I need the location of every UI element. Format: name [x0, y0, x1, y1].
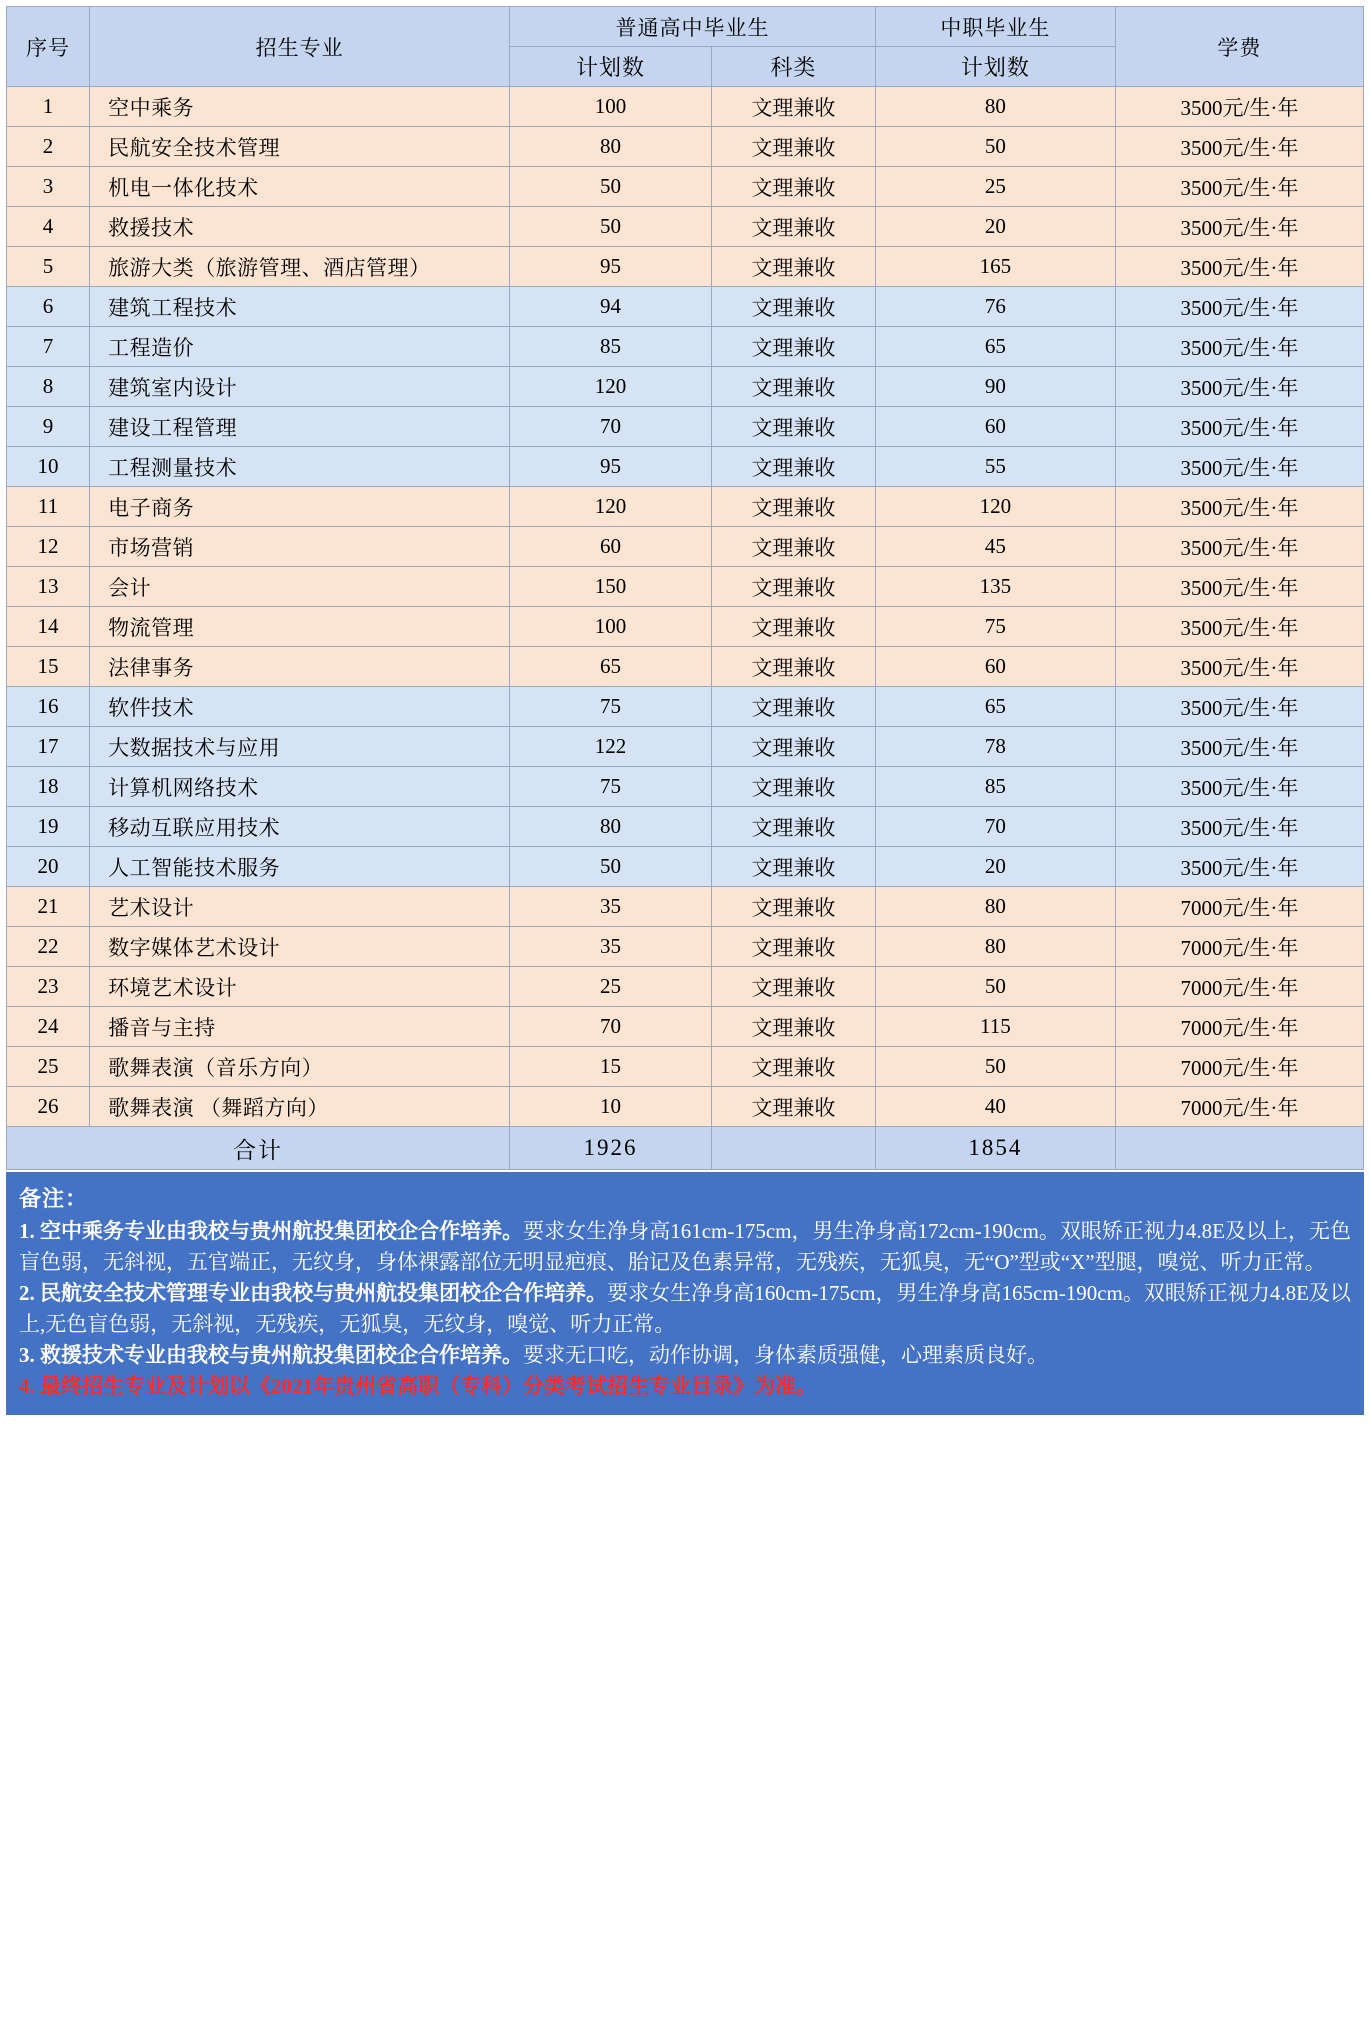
cell-kelei: 文理兼收 — [712, 967, 876, 1007]
cell-plan-highschool: 50 — [510, 207, 712, 247]
cell-plan-highschool: 25 — [510, 967, 712, 1007]
cell-plan-vocational: 50 — [875, 127, 1115, 167]
table-row — [7, 567, 1364, 607]
cell-major: 计算机网络技术 — [90, 767, 510, 807]
cell-major: 移动互联应用技术 — [90, 807, 510, 847]
table-total-row — [7, 1127, 1364, 1170]
table-row — [7, 847, 1364, 887]
table-row — [7, 327, 1364, 367]
table-row — [7, 367, 1364, 407]
cell-plan-vocational: 80 — [875, 87, 1115, 127]
header-major: 招生专业 — [90, 7, 510, 87]
cell-plan-highschool: 100 — [510, 87, 712, 127]
cell-no: 16 — [7, 687, 90, 727]
cell-plan-vocational: 25 — [875, 167, 1115, 207]
table-row — [7, 887, 1364, 927]
header-plan-highschool: 计划数 — [510, 47, 712, 87]
cell-major: 空中乘务 — [90, 87, 510, 127]
cell-fee: 3500元/生·年 — [1115, 127, 1363, 167]
cell-fee: 3500元/生·年 — [1115, 527, 1363, 567]
cell-kelei: 文理兼收 — [712, 727, 876, 767]
header-row-top — [7, 7, 1364, 47]
cell-kelei: 文理兼收 — [712, 247, 876, 287]
note-item-1 — [19, 1216, 1351, 1278]
cell-kelei: 文理兼收 — [712, 567, 876, 607]
note-item-4: 4. 最终招生专业及计划以《2021年贵州省高职（专科）分类考试招生专业目录》为准。 — [19, 1373, 817, 1398]
cell-plan-vocational: 80 — [875, 927, 1115, 967]
cell-plan-highschool: 80 — [510, 127, 712, 167]
cell-plan-highschool: 122 — [510, 727, 712, 767]
cell-plan-highschool: 35 — [510, 887, 712, 927]
cell-plan-highschool: 50 — [510, 847, 712, 887]
cell-plan-vocational: 40 — [875, 1087, 1115, 1127]
cell-no: 1 — [7, 87, 90, 127]
cell-plan-vocational: 120 — [875, 487, 1115, 527]
cell-kelei: 文理兼收 — [712, 367, 876, 407]
cell-plan-vocational: 20 — [875, 847, 1115, 887]
cell-no: 19 — [7, 807, 90, 847]
cell-major: 软件技术 — [90, 687, 510, 727]
table-row — [7, 647, 1364, 687]
note-1-bold: 1. 空中乘务专业由我校与贵州航投集团校企合作培养。 — [19, 1218, 524, 1243]
cell-kelei: 文理兼收 — [712, 287, 876, 327]
cell-plan-highschool: 100 — [510, 607, 712, 647]
cell-major: 建筑工程技术 — [90, 287, 510, 327]
cell-no: 10 — [7, 447, 90, 487]
table-row — [7, 407, 1364, 447]
note-3-bold: 3. 救援技术专业由我校与贵州航投集团校企合作培养。 — [19, 1342, 523, 1367]
total-kelei — [712, 1127, 876, 1170]
header-fee: 学费 — [1115, 7, 1363, 87]
header-group-highschool: 普通高中毕业生 — [510, 7, 876, 47]
note-2-rest: 要求女生净身高160cm-175cm，男生净身高165cm-190cm。双眼矫正视力4.8E及以上,无色盲色弱，无斜视，无残疾，无狐臭，无纹身，嗅觉、听力正常。 — [19, 1280, 1351, 1336]
cell-kelei: 文理兼收 — [712, 167, 876, 207]
cell-plan-vocational: 20 — [875, 207, 1115, 247]
cell-fee: 3500元/生·年 — [1115, 687, 1363, 727]
cell-major: 民航安全技术管理 — [90, 127, 510, 167]
cell-no: 23 — [7, 967, 90, 1007]
cell-fee: 7000元/生·年 — [1115, 1087, 1363, 1127]
table-row — [7, 767, 1364, 807]
cell-plan-highschool: 70 — [510, 407, 712, 447]
cell-fee: 3500元/生·年 — [1115, 727, 1363, 767]
cell-major: 法律事务 — [90, 647, 510, 687]
table-row — [7, 487, 1364, 527]
cell-no: 3 — [7, 167, 90, 207]
table-row — [7, 87, 1364, 127]
table-row — [7, 1047, 1364, 1087]
total-fee — [1115, 1127, 1363, 1170]
cell-major: 工程测量技术 — [90, 447, 510, 487]
cell-major: 机电一体化技术 — [90, 167, 510, 207]
cell-fee: 3500元/生·年 — [1115, 247, 1363, 287]
cell-major: 市场营销 — [90, 527, 510, 567]
cell-kelei: 文理兼收 — [712, 807, 876, 847]
cell-major: 物流管理 — [90, 607, 510, 647]
cell-no: 25 — [7, 1047, 90, 1087]
cell-major: 歌舞表演（音乐方向） — [90, 1047, 510, 1087]
cell-kelei: 文理兼收 — [712, 1007, 876, 1047]
cell-fee: 3500元/生·年 — [1115, 767, 1363, 807]
cell-kelei: 文理兼收 — [712, 887, 876, 927]
cell-kelei: 文理兼收 — [712, 447, 876, 487]
cell-kelei: 文理兼收 — [712, 767, 876, 807]
cell-kelei: 文理兼收 — [712, 87, 876, 127]
cell-plan-vocational: 80 — [875, 887, 1115, 927]
cell-major: 建筑室内设计 — [90, 367, 510, 407]
cell-fee: 7000元/生·年 — [1115, 887, 1363, 927]
cell-major: 建设工程管理 — [90, 407, 510, 447]
cell-plan-vocational: 55 — [875, 447, 1115, 487]
cell-no: 7 — [7, 327, 90, 367]
cell-kelei: 文理兼收 — [712, 327, 876, 367]
table-row — [7, 127, 1364, 167]
cell-plan-vocational: 50 — [875, 1047, 1115, 1087]
cell-no: 9 — [7, 407, 90, 447]
cell-plan-vocational: 75 — [875, 607, 1115, 647]
cell-fee: 3500元/生·年 — [1115, 647, 1363, 687]
total-plan-vocational: 1854 — [875, 1127, 1115, 1170]
table-row — [7, 927, 1364, 967]
cell-major: 救援技术 — [90, 207, 510, 247]
cell-plan-highschool: 15 — [510, 1047, 712, 1087]
cell-major: 会计 — [90, 567, 510, 607]
cell-fee: 7000元/生·年 — [1115, 927, 1363, 967]
cell-no: 2 — [7, 127, 90, 167]
cell-plan-highschool: 95 — [510, 447, 712, 487]
cell-fee: 3500元/生·年 — [1115, 807, 1363, 847]
cell-plan-highschool: 75 — [510, 687, 712, 727]
cell-plan-highschool: 94 — [510, 287, 712, 327]
cell-major: 数字媒体艺术设计 — [90, 927, 510, 967]
cell-fee: 3500元/生·年 — [1115, 407, 1363, 447]
cell-no: 15 — [7, 647, 90, 687]
table-row — [7, 807, 1364, 847]
cell-no: 22 — [7, 927, 90, 967]
cell-fee: 3500元/生·年 — [1115, 487, 1363, 527]
cell-major: 旅游大类（旅游管理、酒店管理） — [90, 247, 510, 287]
header-kelei: 科类 — [712, 47, 876, 87]
cell-fee: 7000元/生·年 — [1115, 1047, 1363, 1087]
cell-no: 5 — [7, 247, 90, 287]
cell-major: 艺术设计 — [90, 887, 510, 927]
cell-kelei: 文理兼收 — [712, 927, 876, 967]
cell-plan-highschool: 35 — [510, 927, 712, 967]
cell-kelei: 文理兼收 — [712, 527, 876, 567]
table-row — [7, 167, 1364, 207]
cell-plan-highschool: 70 — [510, 1007, 712, 1047]
cell-plan-vocational: 78 — [875, 727, 1115, 767]
table-row — [7, 1007, 1364, 1047]
cell-kelei: 文理兼收 — [712, 847, 876, 887]
cell-no: 6 — [7, 287, 90, 327]
cell-plan-highschool: 75 — [510, 767, 712, 807]
cell-plan-vocational: 60 — [875, 647, 1115, 687]
cell-plan-vocational: 76 — [875, 287, 1115, 327]
cell-plan-highschool: 60 — [510, 527, 712, 567]
cell-plan-vocational: 90 — [875, 367, 1115, 407]
table-row — [7, 967, 1364, 1007]
cell-plan-vocational: 70 — [875, 807, 1115, 847]
cell-plan-vocational: 50 — [875, 967, 1115, 1007]
cell-no: 24 — [7, 1007, 90, 1047]
cell-major: 人工智能技术服务 — [90, 847, 510, 887]
cell-fee: 7000元/生·年 — [1115, 1007, 1363, 1047]
cell-plan-highschool: 10 — [510, 1087, 712, 1127]
cell-plan-highschool: 150 — [510, 567, 712, 607]
cell-kelei: 文理兼收 — [712, 487, 876, 527]
cell-fee: 3500元/生·年 — [1115, 87, 1363, 127]
cell-major: 歌舞表演 （舞蹈方向） — [90, 1087, 510, 1127]
cell-no: 4 — [7, 207, 90, 247]
cell-major: 电子商务 — [90, 487, 510, 527]
cell-no: 21 — [7, 887, 90, 927]
cell-kelei: 文理兼收 — [712, 127, 876, 167]
cell-plan-vocational: 45 — [875, 527, 1115, 567]
cell-fee: 3500元/生·年 — [1115, 607, 1363, 647]
cell-plan-highschool: 95 — [510, 247, 712, 287]
cell-no: 12 — [7, 527, 90, 567]
cell-no: 8 — [7, 367, 90, 407]
cell-plan-vocational: 60 — [875, 407, 1115, 447]
total-plan-highschool: 1926 — [510, 1127, 712, 1170]
note-2-bold: 2. 民航安全技术管理专业由我校与贵州航投集团校企合作培养。 — [19, 1280, 608, 1305]
cell-plan-vocational: 65 — [875, 327, 1115, 367]
cell-kelei: 文理兼收 — [712, 207, 876, 247]
cell-kelei: 文理兼收 — [712, 1047, 876, 1087]
cell-fee: 3500元/生·年 — [1115, 447, 1363, 487]
table-row — [7, 727, 1364, 767]
cell-kelei: 文理兼收 — [712, 607, 876, 647]
note-item-2 — [19, 1278, 1351, 1340]
cell-no: 17 — [7, 727, 90, 767]
cell-fee: 3500元/生·年 — [1115, 847, 1363, 887]
note-item-3 — [19, 1340, 1351, 1371]
cell-plan-highschool: 120 — [510, 487, 712, 527]
cell-fee: 3500元/生·年 — [1115, 167, 1363, 207]
cell-fee: 3500元/生·年 — [1115, 367, 1363, 407]
table-row — [7, 527, 1364, 567]
table-row — [7, 687, 1364, 727]
table-row — [7, 287, 1364, 327]
cell-plan-vocational: 135 — [875, 567, 1115, 607]
cell-no: 13 — [7, 567, 90, 607]
cell-plan-vocational: 65 — [875, 687, 1115, 727]
cell-fee: 7000元/生·年 — [1115, 967, 1363, 1007]
table-row — [7, 207, 1364, 247]
header-plan-vocational: 计划数 — [875, 47, 1115, 87]
cell-plan-highschool: 50 — [510, 167, 712, 207]
cell-plan-vocational: 165 — [875, 247, 1115, 287]
table-row — [7, 607, 1364, 647]
notes-title: 备注： — [19, 1186, 89, 1211]
cell-plan-highschool: 80 — [510, 807, 712, 847]
table-row — [7, 247, 1364, 287]
cell-fee: 3500元/生·年 — [1115, 567, 1363, 607]
notes-block — [6, 1172, 1364, 1415]
cell-kelei: 文理兼收 — [712, 1087, 876, 1127]
table-row — [7, 447, 1364, 487]
header-group-vocational: 中职毕业生 — [875, 7, 1115, 47]
cell-no: 26 — [7, 1087, 90, 1127]
cell-fee: 3500元/生·年 — [1115, 207, 1363, 247]
table-header — [7, 7, 1364, 87]
table-row — [7, 1087, 1364, 1127]
cell-no: 20 — [7, 847, 90, 887]
cell-kelei: 文理兼收 — [712, 687, 876, 727]
cell-major: 工程造价 — [90, 327, 510, 367]
cell-fee: 3500元/生·年 — [1115, 287, 1363, 327]
cell-fee: 3500元/生·年 — [1115, 327, 1363, 367]
cell-no: 14 — [7, 607, 90, 647]
cell-plan-highschool: 65 — [510, 647, 712, 687]
cell-kelei: 文理兼收 — [712, 647, 876, 687]
note-1-rest: 要求女生净身高161cm-175cm，男生净身高172cm-190cm。双眼矫正视力4.8E及以上，无色盲色弱，无斜视，五官端正，无纹身，身体裸露部位无明显疤痕、胎记及色素异常，无残疾，无狐臭，无“O”型或“X”型腿，嗅觉、听力正常。 — [19, 1218, 1352, 1274]
cell-no: 11 — [7, 487, 90, 527]
total-label: 合计 — [7, 1127, 510, 1170]
cell-major: 大数据技术与应用 — [90, 727, 510, 767]
note-3-rest: 要求无口吃，动作协调，身体素质强健，心理素质良好。 — [523, 1342, 1048, 1367]
cell-plan-highschool: 85 — [510, 327, 712, 367]
header-no: 序号 — [7, 7, 90, 87]
cell-plan-vocational: 85 — [875, 767, 1115, 807]
cell-kelei: 文理兼收 — [712, 407, 876, 447]
cell-major: 环境艺术设计 — [90, 967, 510, 1007]
table-body — [7, 87, 1364, 1170]
cell-no: 18 — [7, 767, 90, 807]
admission-plan-table — [6, 6, 1364, 1170]
cell-plan-vocational: 115 — [875, 1007, 1115, 1047]
cell-plan-highschool: 120 — [510, 367, 712, 407]
cell-major: 播音与主持 — [90, 1007, 510, 1047]
